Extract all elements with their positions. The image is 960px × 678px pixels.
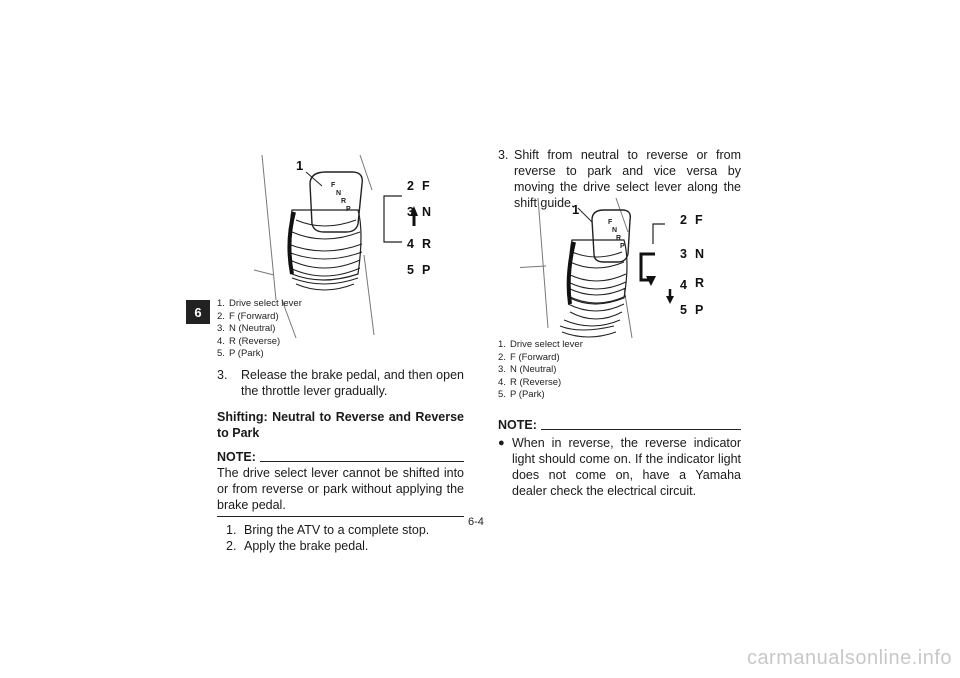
gate-num-5: 5 — [680, 303, 687, 317]
callout-1: 1 — [296, 158, 304, 173]
gate-num-4: 4 — [680, 278, 687, 292]
callout-1: 1 — [572, 202, 580, 217]
left-step-1: 1. Bring the ATV to a complete stop. — [226, 523, 430, 537]
legend-item: 1. Drive select lever — [217, 298, 302, 309]
legend-item: 2. F (Forward) — [498, 351, 560, 363]
watermark: carmanualsonline.info — [746, 647, 952, 669]
legend-item: 5. P (Park) — [498, 389, 545, 401]
gate-num-3: 3 — [680, 247, 687, 261]
legend-item: 4. R (Reverse) — [498, 376, 562, 388]
section-tab: 6 — [186, 300, 210, 324]
gate-num-2: 2 — [407, 179, 414, 193]
left-column — [217, 367, 464, 554]
note-text: The drive select lever cannot be shifted into or from reverse or park without applying the brake pedal. — [217, 465, 464, 517]
gate-num-5: 5 — [407, 263, 414, 277]
gate-letter-r: R — [422, 237, 432, 251]
gate-num-3: 3 — [407, 205, 414, 219]
right-step-3: 3. Shift from neutral to reverse or from reverse to park and vice versa by moving the drive select lever along the shift guide. — [498, 148, 741, 210]
page-number: 6-4 — [468, 516, 484, 528]
lever-letter-p: P — [620, 243, 625, 250]
section-heading: Shifting: Neutral to Reverse and Reverse to Park — [217, 410, 464, 440]
lever-letter-n: N — [336, 190, 342, 197]
gate-num-2: 2 — [680, 213, 687, 227]
note-header: NOTE: — [498, 417, 741, 433]
legend-item: 3. N (Neutral) — [498, 364, 557, 376]
lever-letter-n: N — [612, 227, 618, 234]
legend-item: 1. Drive select lever — [498, 339, 583, 350]
right-note — [498, 417, 741, 499]
left-step-2: 2. Apply the brake pedal. — [226, 539, 369, 553]
gate-letter-r: R — [695, 276, 705, 290]
left-steps — [217, 522, 464, 554]
lever-letter-f: F — [331, 182, 336, 189]
lever-illustration — [520, 198, 632, 338]
lever-letter-p: P — [346, 206, 351, 213]
gate-num-4: 4 — [407, 237, 414, 251]
arrow-down-icon — [666, 296, 674, 304]
left-step-3: 3. Release the brake pedal, and then open the throttle lever gradually. — [217, 368, 464, 398]
gate-letter-n: N — [695, 247, 705, 261]
legend-item: 3. N (Neutral) — [217, 323, 276, 335]
gate-letter-f: F — [422, 179, 430, 193]
figure2-legend — [498, 339, 698, 402]
figure1-legend — [217, 298, 417, 361]
gate-letter-p: P — [422, 263, 431, 277]
gate-letter-p: P — [695, 303, 704, 317]
legend-item: 5. P (Park) — [217, 348, 264, 360]
legend-item: 2. F (Forward) — [217, 310, 279, 322]
lever-letter-r: R — [616, 235, 622, 242]
lever-letter-r: R — [341, 198, 347, 205]
gate-letter-f: F — [695, 213, 703, 227]
legend-item: 4. R (Reverse) — [217, 335, 281, 347]
gate-letter-n: N — [422, 205, 432, 219]
left-note — [217, 449, 464, 517]
lever-letter-f: F — [608, 219, 613, 226]
note-header: NOTE: — [217, 449, 464, 465]
note-bullet-item: ● When in reverse, the reverse indicator light should come on. If the indicator light does not come on, have a Yamaha dealer check the electrical circuit. — [498, 436, 741, 498]
figure-drive-select-lever-2 — [520, 196, 720, 344]
bullet-icon: ● — [498, 437, 505, 449]
